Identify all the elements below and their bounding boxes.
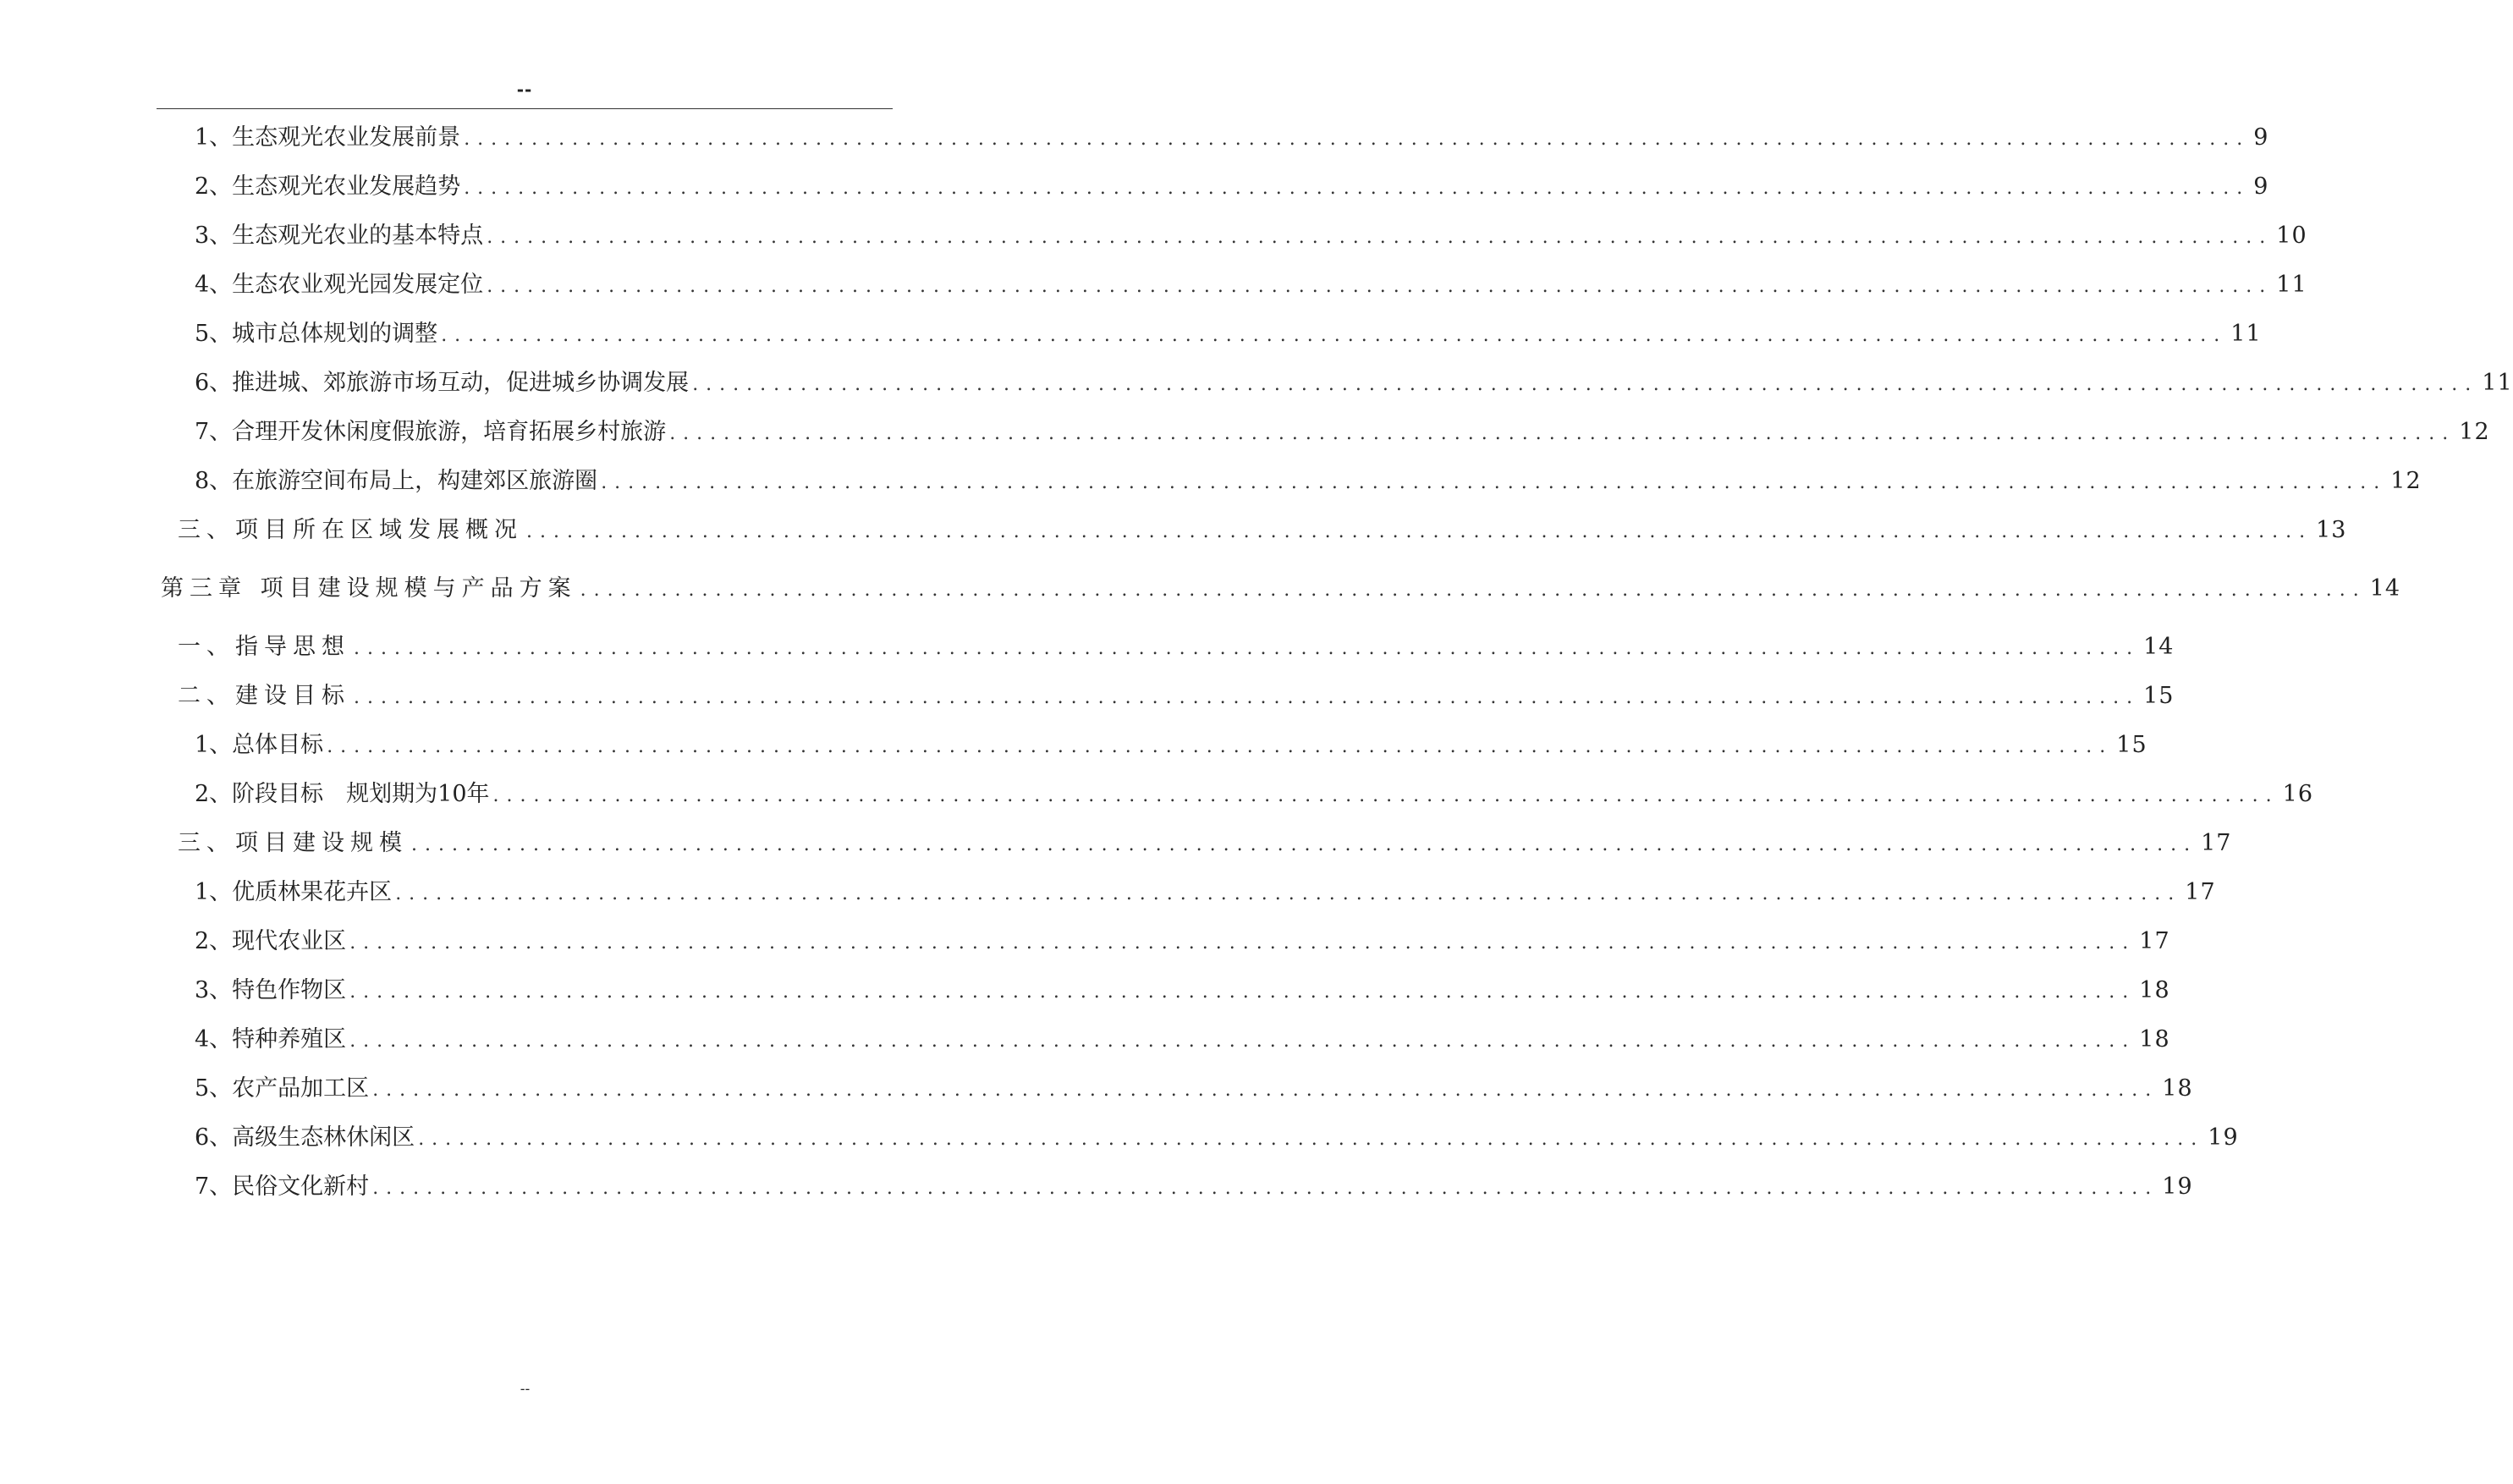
toc-leader-dots: .................................................................................................................................... (372, 1080, 2159, 1101)
toc-leader-dots: .................................................................................................................................... (526, 521, 2313, 542)
toc-entry-label: 4、特种养殖区 (195, 1026, 347, 1053)
toc-page-number: 12 (2459, 419, 2490, 445)
toc-page-number: 9 (2253, 124, 2269, 151)
toc-page-number: 11 (2482, 370, 2513, 396)
toc-leader-dots: .................................................................................................................................... (354, 687, 2141, 708)
toc-entry[interactable] (195, 1023, 2170, 1057)
toc-entry[interactable] (195, 317, 2262, 351)
toc-page-number: 19 (2162, 1173, 2193, 1200)
toc-entry-label: 6、推进城、郊旅游市场互动，促进城乡协调发展 (195, 370, 690, 396)
toc-leader-dots: .................................................................................................................................... (354, 638, 2141, 659)
toc-entry-label: 三、项目建设规模 (178, 830, 408, 856)
toc-leader-dots: .................................................................................................................................... (349, 1031, 2136, 1052)
toc-entry[interactable] (195, 1170, 2193, 1204)
toc-page-number: 17 (2139, 928, 2170, 954)
toc-leader-dots: .................................................................................................................................... (349, 932, 2136, 954)
toc-entry[interactable] (195, 1121, 2239, 1155)
toc-entry[interactable] (195, 415, 2490, 449)
toc-entry-label: 5、城市总体规划的调整 (195, 321, 438, 347)
toc-entry[interactable] (195, 1072, 2193, 1106)
toc-entry[interactable] (195, 974, 2170, 1008)
page-header (157, 78, 893, 109)
toc-entry[interactable] (195, 219, 2307, 253)
toc-leader-dots: .................................................................................................................................... (327, 736, 2114, 757)
toc-entry[interactable] (195, 728, 2147, 762)
toc-leader-dots: .................................................................................................................................... (372, 1178, 2159, 1199)
toc-leader-dots: .................................................................................................................................... (464, 129, 2251, 150)
toc-leader-dots: .................................................................................................................................... (464, 178, 2251, 199)
toc-page-number: 18 (2162, 1075, 2193, 1102)
toc-entry-label: 8、在旅游空间布局上，构建郊区旅游圈 (195, 468, 598, 494)
toc-entry-label: 3、特色作物区 (195, 977, 347, 1003)
toc-entry[interactable] (195, 268, 2307, 302)
toc-entry[interactable] (195, 464, 2422, 498)
toc-leader-dots: .................................................................................................................................... (411, 834, 2198, 855)
toc-page-number: 13 (2316, 517, 2347, 543)
footer-text: -- (520, 1381, 531, 1397)
toc-leader-dots: .................................................................................................................................... (349, 981, 2136, 1003)
toc-chapter-entry[interactable] (161, 572, 2401, 606)
toc-entry-label: 5、农产品加工区 (195, 1075, 370, 1102)
toc-leader-dots: .................................................................................................................................... (487, 227, 2274, 248)
toc-leader-dots: .................................................................................................................................... (487, 276, 2274, 297)
toc-page-number: 15 (2116, 732, 2147, 758)
toc-page-number: 12 (2390, 468, 2422, 494)
toc-entry-label: 4、生态农业观光园发展定位 (195, 272, 484, 298)
toc-entry[interactable] (195, 925, 2170, 959)
toc-page-number: 15 (2143, 683, 2175, 709)
toc-entry-label: 2、阶段目标 规划期为10年 (195, 781, 490, 807)
toc-entry[interactable] (178, 679, 2175, 713)
toc-page-number: 9 (2253, 173, 2269, 200)
toc-entry-label: 7、民俗文化新村 (195, 1173, 370, 1200)
toc-page-number: 19 (2208, 1124, 2239, 1151)
toc-entry-label: 1、总体目标 (195, 732, 324, 758)
toc-entry-label: 一、指导思想 (178, 634, 350, 660)
header-text: -- (516, 80, 533, 100)
toc-page-number: 11 (2276, 272, 2307, 298)
toc-entry[interactable] (195, 121, 2269, 155)
toc-entry[interactable] (178, 630, 2175, 664)
toc-page-number: 18 (2139, 977, 2170, 1003)
toc-entry-label: 三、项目所在区域发展概况 (178, 517, 523, 543)
page-footer (0, 1381, 1050, 1397)
toc-entry-label: 7、合理开发休闲度假旅游，培育拓展乡村旅游 (195, 419, 667, 445)
toc-entry-label: 二、建设目标 (178, 683, 350, 709)
toc-leader-dots: .................................................................................................................................... (418, 1129, 2205, 1150)
toc-entry-label: 2、生态观光农业发展趋势 (195, 173, 461, 200)
toc-entry[interactable] (178, 514, 2347, 547)
toc-page-number: 14 (2369, 575, 2401, 602)
toc-entry[interactable] (178, 827, 2232, 860)
toc-entry[interactable] (195, 170, 2269, 204)
toc-page-number: 10 (2276, 223, 2307, 249)
toc-leader-dots: .................................................................................................................................... (492, 785, 2279, 806)
toc-entry-label: 第三章 项目建设规模与产品方案 (161, 575, 577, 602)
toc-entry-label: 1、生态观光农业发展前景 (195, 124, 461, 151)
toc-leader-dots: .................................................................................................................................... (601, 472, 2388, 493)
toc-entry-label: 2、现代农业区 (195, 928, 347, 954)
toc-page-number: 14 (2143, 634, 2175, 660)
toc-leader-dots: .................................................................................................................................... (395, 883, 2182, 904)
toc-leader-dots: .................................................................................................................................... (441, 325, 2228, 346)
toc-page-number: 17 (2185, 879, 2216, 905)
toc-page-number: 17 (2201, 830, 2232, 856)
toc-entry[interactable] (195, 876, 2216, 910)
toc-entry-label: 3、生态观光农业的基本特点 (195, 223, 484, 249)
toc-page-number: 16 (2282, 781, 2314, 807)
toc-entry[interactable] (195, 778, 2314, 811)
toc-leader-dots: .................................................................................................................................... (580, 580, 2367, 601)
toc-entry[interactable] (195, 366, 2513, 400)
toc-page-number: 11 (2230, 321, 2262, 347)
toc-leader-dots: .................................................................................................................................... (692, 374, 2479, 395)
toc-entry-label: 6、高级生态林休闲区 (195, 1124, 415, 1151)
toc-page-number: 18 (2139, 1026, 2170, 1053)
toc-entry-label: 1、优质林果花卉区 (195, 879, 393, 905)
toc-leader-dots: .................................................................................................................................... (669, 423, 2456, 444)
